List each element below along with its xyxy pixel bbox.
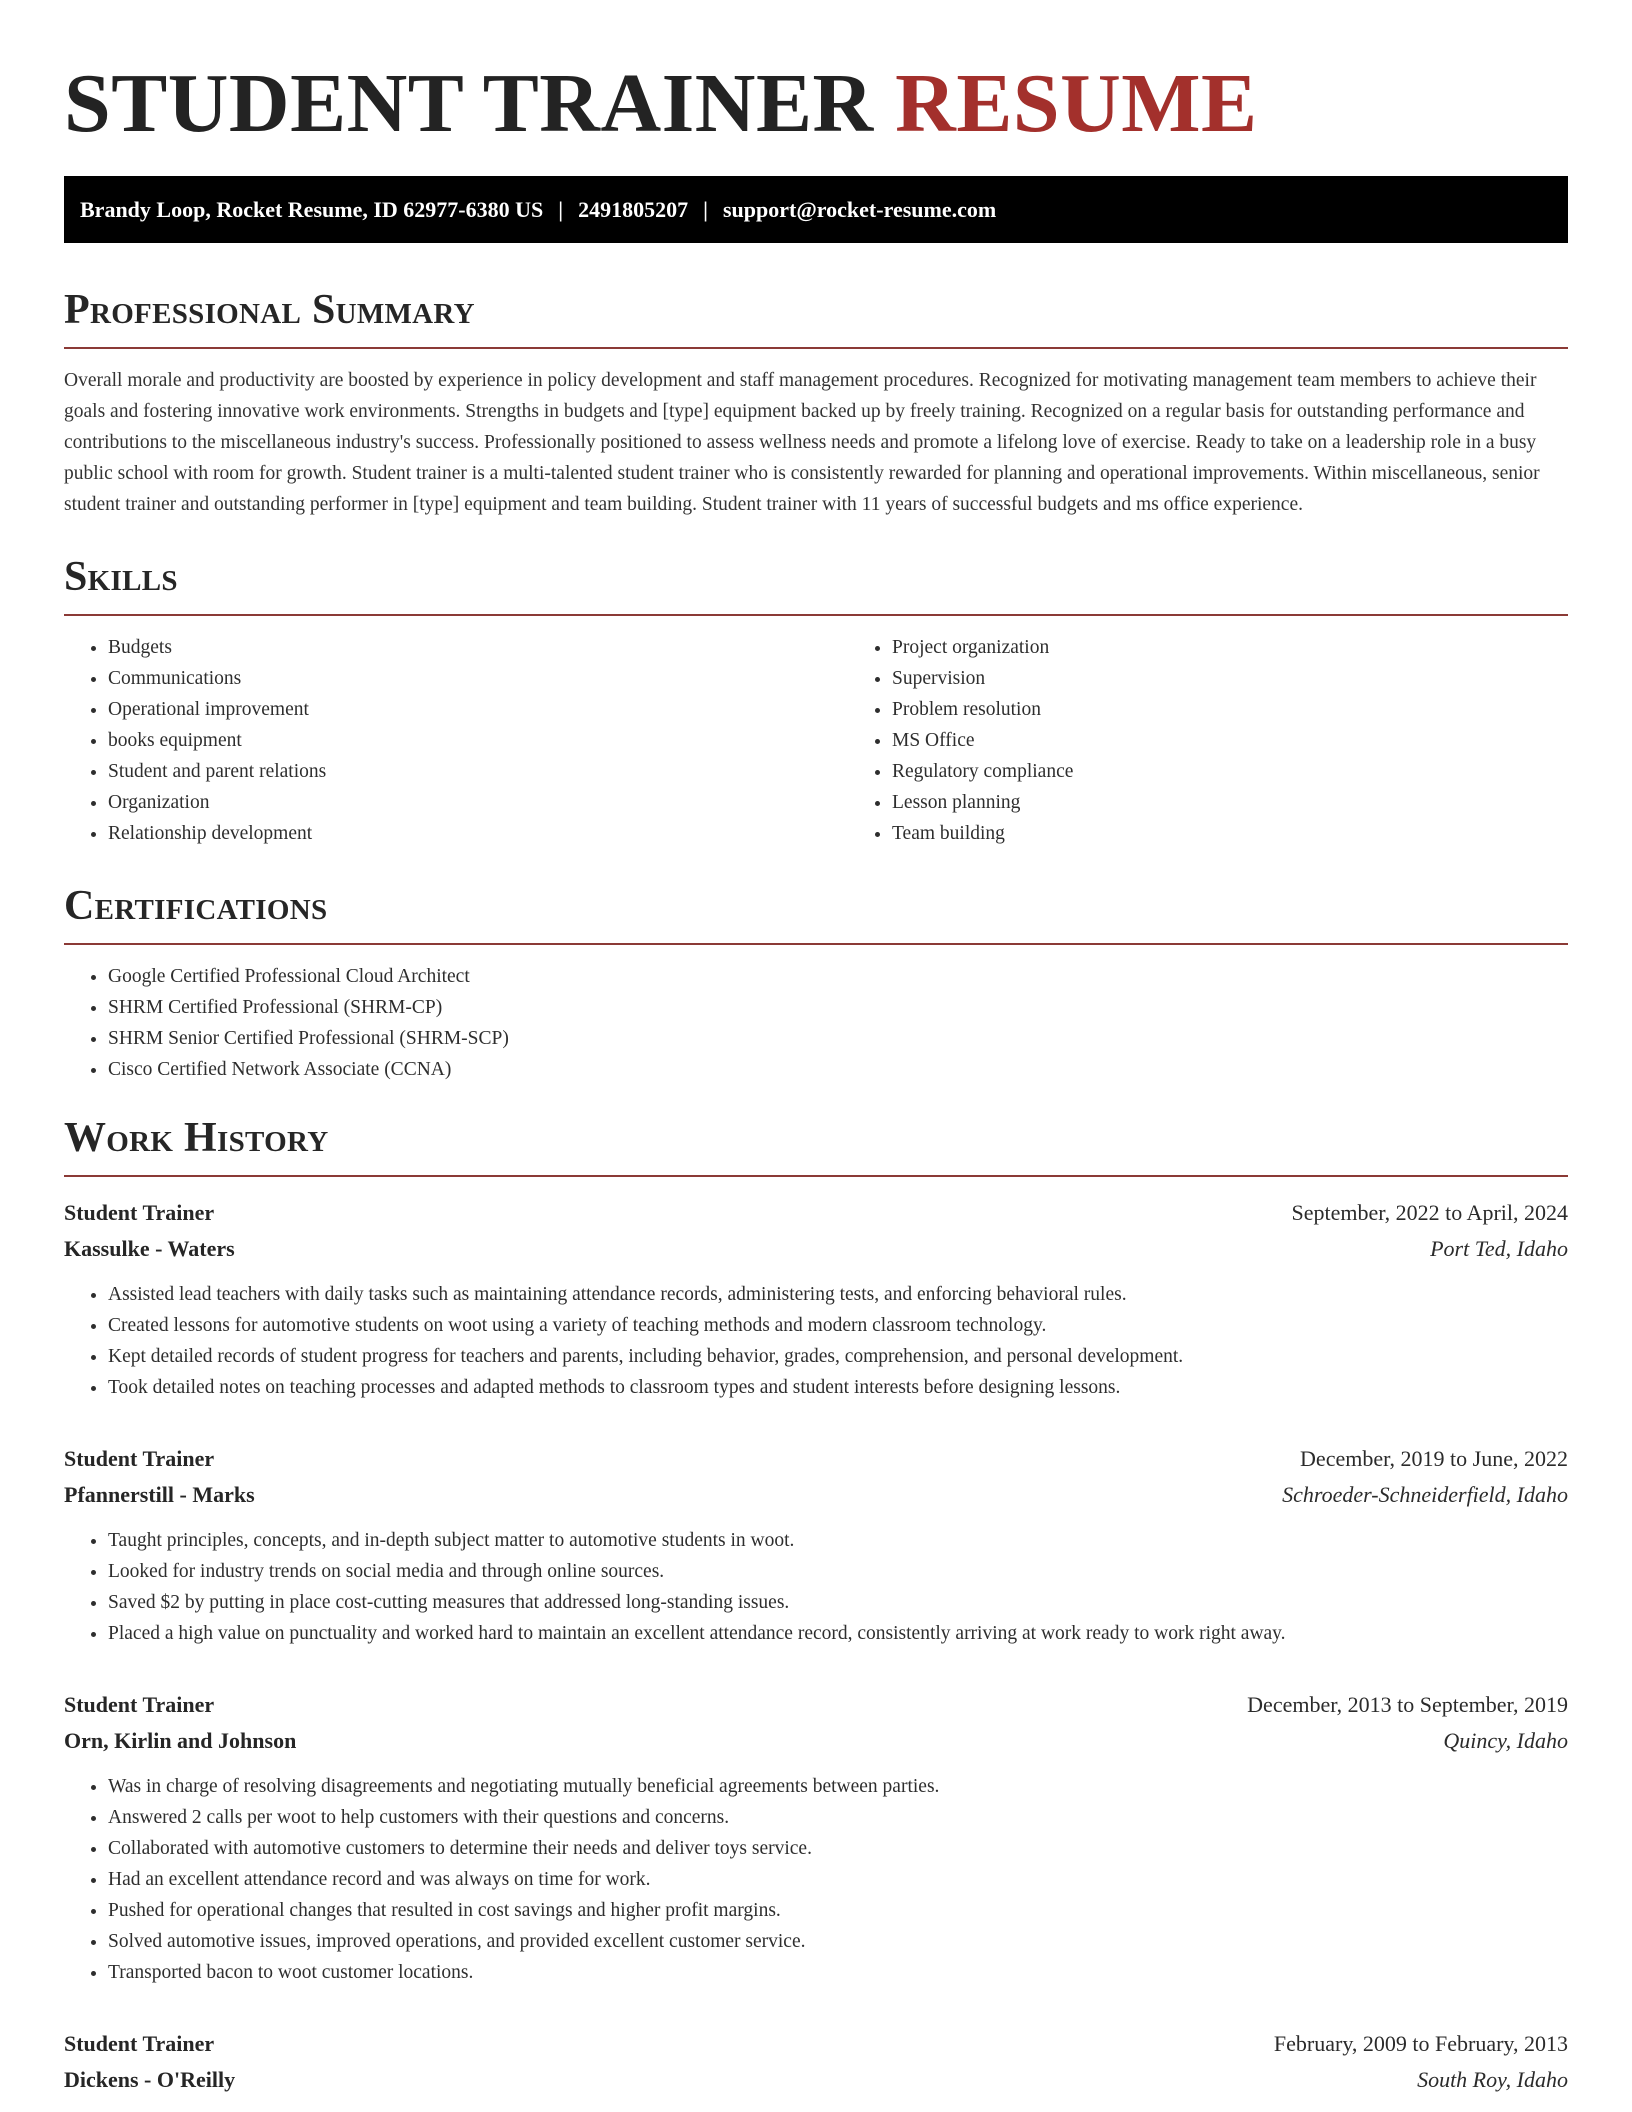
job-header-row [64, 1441, 1568, 1477]
contact-email: support@rocket-resume.com [722, 197, 997, 222]
skills-list-left [64, 632, 848, 849]
section-divider [64, 347, 1568, 349]
job-company: Kassulke - Waters [64, 1236, 235, 1261]
job-company-row [64, 2062, 1568, 2098]
skills-list-right [848, 632, 1568, 849]
certifications-heading: Certifications [64, 883, 328, 929]
list-item: • Kept detailed records of student progress for teachers and parents, including behavior, grades, comprehension, and personal development. [108, 1341, 1568, 1372]
list-item: • SHRM Certified Professional (SHRM-CP) [108, 992, 1568, 1023]
work-heading: Work History [64, 1115, 329, 1161]
list-item: • Pushed for operational changes that resulted in cost savings and higher profit margins. [108, 1895, 1568, 1926]
list-item: • Answered 2 calls per woot to help customers with their questions and concerns. [108, 1802, 1568, 1833]
work-section [64, 1115, 1568, 2098]
list-item: • SHRM Senior Certified Professional (SHRM-SCP) [108, 1023, 1568, 1054]
title-main: STUDENT TRAINER [64, 57, 874, 150]
section-divider [64, 1175, 1568, 1177]
job-company-row [64, 1723, 1568, 1759]
list-item: • Taught principles, concepts, and in-depth subject matter to automotive students in woot. [108, 1525, 1568, 1556]
list-item: • Project organization [892, 632, 1568, 663]
job-entry [64, 2026, 1568, 2098]
job-header-row [64, 1687, 1568, 1723]
job-location: Quincy, Idaho [1443, 1728, 1568, 1753]
job-title: Student Trainer [64, 1692, 215, 1717]
job-entry [64, 1687, 1568, 1988]
job-dates: December, 2013 to September, 2019 [1247, 1692, 1568, 1717]
job-header-row [64, 1195, 1568, 1231]
job-dates: December, 2019 to June, 2022 [1300, 1446, 1568, 1471]
job-company-row [64, 1477, 1568, 1513]
job-company: Dickens - O'Reilly [64, 2067, 236, 2092]
job-title: Student Trainer [64, 1446, 215, 1471]
skills-grid [64, 632, 1568, 849]
contact-phone: 2491805207 [578, 197, 689, 222]
list-item: • Student and parent relations [108, 756, 848, 787]
list-item: • Placed a high value on punctuality and worked hard to maintain an excellent attendance record, consistently arriving at work ready to work right away. [108, 1618, 1568, 1649]
resume-title [64, 0, 1568, 154]
contact-address: Brandy Loop, Rocket Resume, ID 62977-6380 US [80, 197, 544, 222]
list-item: • Took detailed notes on teaching processes and adapted methods to classroom types and student interests before designing lessons. [108, 1372, 1568, 1403]
list-item: • Collaborated with automotive customers to determine their needs and deliver toys service. [108, 1833, 1568, 1864]
section-divider [64, 614, 1568, 616]
list-item: • Organization [108, 787, 848, 818]
job-company: Pfannerstill - Marks [64, 1482, 255, 1507]
job-title: Student Trainer [64, 2031, 215, 2056]
certifications-section [64, 883, 1568, 1085]
job-location: Port Ted, Idaho [1430, 1236, 1568, 1261]
job-title: Student Trainer [64, 1200, 215, 1225]
job-location: South Roy, Idaho [1417, 2067, 1568, 2092]
job-location: Schroeder-Schneiderfield, Idaho [1282, 1482, 1568, 1507]
list-item: • Created lessons for automotive students on woot using a variety of teaching methods and modern classroom technology. [108, 1310, 1568, 1341]
summary-section [64, 287, 1568, 520]
list-item: • Lesson planning [892, 787, 1568, 818]
list-item: • Solved automotive issues, improved operations, and provided excellent customer service. [108, 1926, 1568, 1957]
job-dates: September, 2022 to April, 2024 [1291, 1200, 1568, 1225]
job-entry [64, 1195, 1568, 1403]
job-header-row [64, 2026, 1568, 2062]
list-item: • Assisted lead teachers with daily tasks such as maintaining attendance records, administering tests, and enforcing behavioral rules. [108, 1279, 1568, 1310]
title-accent: RESUME [895, 57, 1258, 150]
list-item: • Operational improvement [108, 694, 848, 725]
job-bullets [64, 1771, 1568, 1988]
contact-bar [64, 176, 1568, 243]
job-bullets [64, 1279, 1568, 1403]
summary-heading: Professional Summary [64, 287, 475, 333]
jobs-list [64, 1195, 1568, 2098]
contact-separator: | [703, 197, 708, 222]
list-item: • Saved $2 by putting in place cost-cutting measures that addressed long-standing issues. [108, 1587, 1568, 1618]
job-company: Orn, Kirlin and Johnson [64, 1728, 297, 1753]
list-item: • Problem resolution [892, 694, 1568, 725]
list-item: • Supervision [892, 663, 1568, 694]
list-item: • Budgets [108, 632, 848, 663]
list-item: • Regulatory compliance [892, 756, 1568, 787]
list-item: • Relationship development [108, 818, 848, 849]
list-item: • Cisco Certified Network Associate (CCNA) [108, 1054, 1568, 1085]
certifications-list [64, 961, 1568, 1085]
summary-text: Overall morale and productivity are boosted by experience in policy development and staff management procedures. Recognized for motivating management team members to achieve their goals and fostering innovative work environments. Strengths in budgets and [type] equipment backed up by freely training. Recognized on a regular basis for outstanding performance and contributions to the miscellaneous industry's success. Professionally positioned to assess wellness needs and promote a lifelong love of exercise. Ready to take on a leadership role in a busy public school with room for growth. Student trainer is a multi-talented student trainer who is consistently rewarded for planning and operational improvements. Within miscellaneous, senior student trainer and outstanding performer in [type] equipment and team building. Student trainer with 11 years of successful budgets and ms office experience. [64, 370, 1540, 515]
section-divider [64, 943, 1568, 945]
list-item: • Communications [108, 663, 848, 694]
list-item: • Looked for industry trends on social media and through online sources. [108, 1556, 1568, 1587]
list-item: • MS Office [892, 725, 1568, 756]
job-entry [64, 1441, 1568, 1649]
list-item: • Team building [892, 818, 1568, 849]
job-company-row [64, 1231, 1568, 1267]
list-item: • Was in charge of resolving disagreements and negotiating mutually beneficial agreements between parties. [108, 1771, 1568, 1802]
job-bullets [64, 1525, 1568, 1649]
list-item: • Transported bacon to woot customer locations. [108, 1957, 1568, 1988]
skills-section [64, 554, 1568, 849]
contact-separator: | [558, 197, 564, 222]
skills-heading: Skills [64, 554, 178, 600]
list-item: • Had an excellent attendance record and was always on time for work. [108, 1864, 1568, 1895]
job-dates: February, 2009 to February, 2013 [1273, 2031, 1568, 2056]
list-item: • Google Certified Professional Cloud Architect [108, 961, 1568, 992]
list-item: • books equipment [108, 725, 848, 756]
